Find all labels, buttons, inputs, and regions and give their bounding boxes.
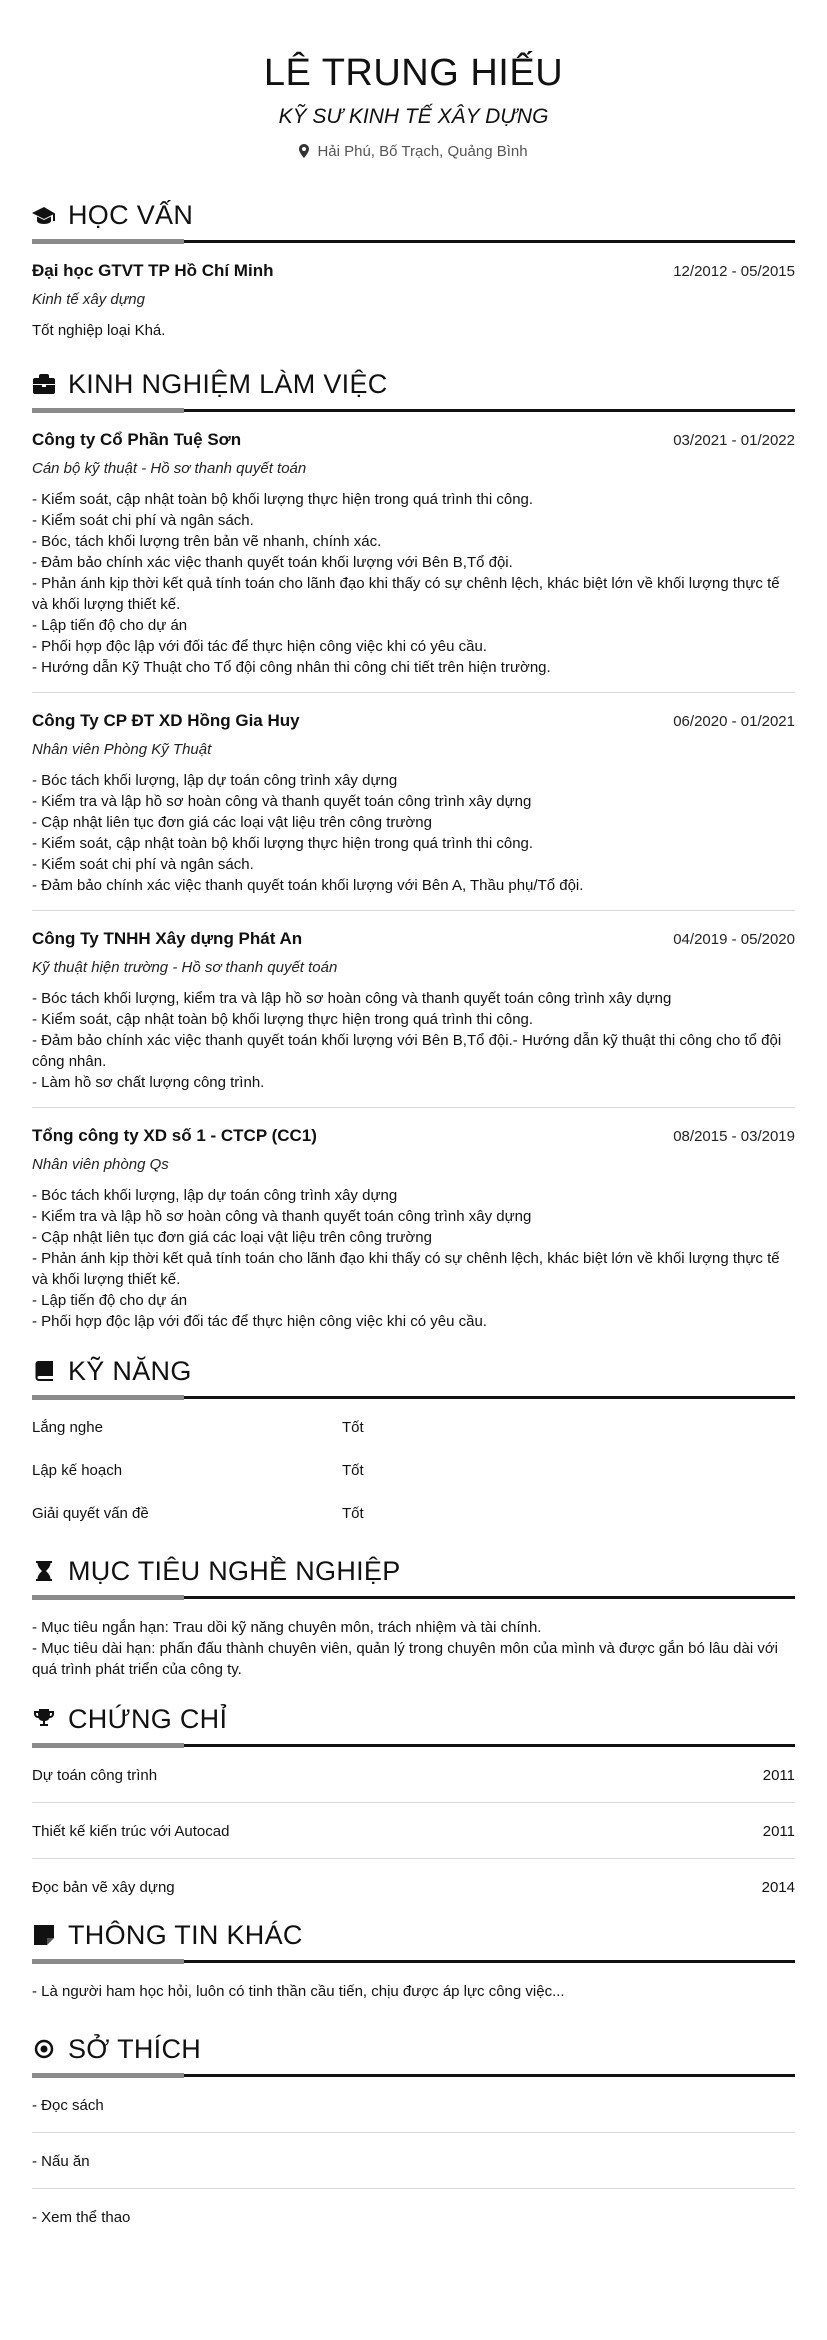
experience-entry xyxy=(32,911,795,1108)
other-info-heading xyxy=(32,1918,795,1952)
certificate-row xyxy=(32,1859,795,1914)
experience-section xyxy=(32,367,795,1336)
section-divider xyxy=(32,1596,795,1599)
candidate-title: KỸ SƯ KINH TẾ XÂY DỰNG xyxy=(278,105,549,128)
experience-date: 06/2020 - 01/2021 xyxy=(673,713,795,730)
education-section xyxy=(32,198,795,345)
graduation-cap-icon xyxy=(32,203,56,227)
briefcase-icon xyxy=(32,372,56,396)
education-heading xyxy=(32,198,795,232)
job-description: - Kiểm soát, cập nhật toàn bộ khối lượng thực hiện trong quá trình thi công. - Kiểm soát chi phí và ngân sách. - Bóc, tách khối lượng trên bản vẽ nhanh, chính xác. - Đảm bảo chính xác việc thanh quyết toán khối lượng với Bên B,Tổ đội. - Phản ánh kịp thời kết quả tính toán cho lãnh đạo khi thấy có sự chênh lệch, khác biệt lớn về khối lượng thực tế và khối lượng thiết kế. - Lập tiến độ cho dự án - Phối hợp độc lập với đối tác để thực hiện công việc khi có yêu cầu. - Hướng dẫn Kỹ Thuật cho Tổ đội công nhân thi công chi tiết trên hiện trường. xyxy=(32,491,780,676)
other-info-section xyxy=(32,1918,795,2002)
skill-level: Tốt xyxy=(342,1419,364,1436)
certificate-year: 2014 xyxy=(761,1879,795,1896)
book-icon xyxy=(32,1359,56,1383)
certificates-section xyxy=(32,1702,795,1914)
skill-row xyxy=(32,1448,795,1491)
company-name: Công Ty CP ĐT XD Hồng Gia Huy xyxy=(32,711,300,730)
company-name: Công ty Cổ Phần Tuệ Sơn xyxy=(32,430,242,449)
skill-name: Giải quyết vấn đề xyxy=(32,1505,149,1522)
job-position: Nhân viên phòng Qs xyxy=(32,1156,169,1173)
job-description: - Bóc tách khối lượng, lập dự toán công trình xây dựng - Kiểm tra và lập hồ sơ hoàn công và thanh quyết toán công trình xây dựng - Cập nhật liên tục đơn giá các loại vật liệu trên công trường - Kiểm soát, cập nhật toàn bộ khối lượng thực hiện trong quá trình thi công. - Kiểm soát chi phí và ngân sách. - Đảm bảo chính xác việc thanh quyết toán khối lượng với Bên A, Thầu phụ/Tổ đội. xyxy=(32,772,584,894)
experience-date: 04/2019 - 05/2020 xyxy=(673,931,795,948)
job-description: - Bóc tách khối lượng, lập dự toán công trình xây dựng - Kiểm tra và lập hồ sơ hoàn công và thanh quyết toán công trình xây dựng - Cập nhật liên tục đơn giá các loại vật liệu trên công trường - Phản ánh kịp thời kết quả tính toán cho lãnh đạo khi thấy có sự chênh lệch, khác biệt lớn về khối lượng thực tế và khối lượng thiết kế. - Lập tiến độ cho dự án - Phối hợp độc lập với đối tác để thực hiện công việc khi có yêu cầu. xyxy=(32,1187,780,1330)
experience-title: KINH NGHIỆM LÀM VIỆC xyxy=(68,369,388,399)
certificates-title: CHỨNG CHỈ xyxy=(68,1704,228,1734)
hobbies-section xyxy=(32,2032,795,2244)
experience-entry xyxy=(32,412,795,693)
section-divider xyxy=(32,1744,795,1747)
skill-row xyxy=(32,1405,795,1448)
certificates-heading xyxy=(32,1702,795,1736)
section-divider xyxy=(32,2074,795,2077)
skill-level: Tốt xyxy=(342,1462,364,1479)
experience-date: 03/2021 - 01/2022 xyxy=(673,432,795,449)
objective-heading xyxy=(32,1554,795,1588)
other-info-title: THÔNG TIN KHÁC xyxy=(68,1920,303,1950)
section-divider xyxy=(32,240,795,243)
job-description: - Bóc tách khối lượng, kiểm tra và lập hồ sơ hoàn công và thanh quyết toán công trình xây dựng - Kiểm soát, cập nhật toàn bộ khối lượng thực hiện trong quá trình thi công. - Đảm bảo chính xác việc thanh quyết toán khối lượng với Bên B,Tổ đội.- Hướng dẫn kỹ thuật thi công cho tổ đội công nhân. - Làm hồ sơ chất lượng công trình. xyxy=(32,990,782,1091)
section-divider xyxy=(32,1960,795,1963)
skills-title: KỸ NĂNG xyxy=(68,1356,192,1386)
certificate-row xyxy=(32,1803,795,1859)
education-major: Kinh tế xây dựng xyxy=(32,291,145,308)
circle-target-icon xyxy=(32,2037,56,2061)
certificate-year: 2011 xyxy=(762,1823,795,1840)
skill-name: Lắng nghe xyxy=(32,1419,103,1436)
sticky-note-icon xyxy=(32,1923,56,1947)
experience-entry xyxy=(32,693,795,911)
hobbies-title: SỞ THÍCH xyxy=(68,2034,202,2064)
candidate-name: LÊ TRUNG HIẾU xyxy=(263,52,564,94)
candidate-address: Hải Phú, Bố Trạch, Quảng Bình xyxy=(317,143,528,160)
experience-entry xyxy=(32,1108,795,1336)
company-name: Tổng công ty XD số 1 - CTCP (CC1) xyxy=(32,1126,317,1145)
section-divider xyxy=(32,409,795,412)
section-divider xyxy=(32,1396,795,1399)
resume-header xyxy=(32,0,795,162)
skills-heading xyxy=(32,1354,795,1388)
hobbies-heading xyxy=(32,2032,795,2066)
skill-row xyxy=(32,1491,795,1534)
hourglass-icon xyxy=(32,1559,56,1583)
hobby-item: - Đọc sách xyxy=(32,2077,795,2133)
trophy-icon xyxy=(32,1707,56,1731)
education-date: 12/2012 - 05/2015 xyxy=(673,263,795,280)
experience-heading xyxy=(32,367,795,401)
job-position: Kỹ thuật hiện trường - Hồ sơ thanh quyết toán xyxy=(32,959,338,976)
map-marker-icon xyxy=(299,144,309,158)
objective-title: MỤC TIÊU NGHỀ NGHIỆP xyxy=(68,1556,401,1586)
education-entry xyxy=(32,243,795,345)
hobby-item: - Xem thể thao xyxy=(32,2209,131,2226)
objective-section xyxy=(32,1554,795,1680)
skill-name: Lập kế hoạch xyxy=(32,1462,123,1479)
other-info-text: - Là người ham học hỏi, luôn có tinh thần cầu tiến, chịu được áp lực công việc... xyxy=(32,1983,565,2000)
certificate-name: Dự toán công trình xyxy=(32,1767,158,1784)
candidate-address-line xyxy=(32,142,795,162)
job-position: Nhân viên Phòng Kỹ Thuật xyxy=(32,741,212,758)
skills-section xyxy=(32,1354,795,1534)
certificate-name: Thiết kế kiến trúc với Autocad xyxy=(32,1823,230,1840)
education-note: Tốt nghiệp loại Khá. xyxy=(32,322,166,339)
skill-level: Tốt xyxy=(342,1505,364,1522)
company-name: Công Ty TNHH Xây dựng Phát An xyxy=(32,929,303,948)
job-position: Cán bộ kỹ thuật - Hồ sơ thanh quyết toán xyxy=(32,460,307,477)
certificate-name: Đọc bản vẽ xây dựng xyxy=(32,1879,175,1896)
certificate-row xyxy=(32,1747,795,1803)
objective-text: - Mục tiêu ngắn hạn: Trau dồi kỹ năng chuyên môn, trách nhiệm và tài chính. - Mục tiêu dài hạn: phấn đấu thành chuyên viên, quản lý trong chuyên môn của mình và được gắn bó lâu dài với quá trình phát triển của công ty. xyxy=(32,1619,779,1678)
hobby-item: - Nấu ăn xyxy=(32,2133,795,2189)
school-name: Đại học GTVT TP Hồ Chí Minh xyxy=(32,261,274,280)
experience-date: 08/2015 - 03/2019 xyxy=(673,1128,795,1145)
certificate-year: 2011 xyxy=(762,1767,795,1784)
education-title: HỌC VẤN xyxy=(68,200,194,230)
